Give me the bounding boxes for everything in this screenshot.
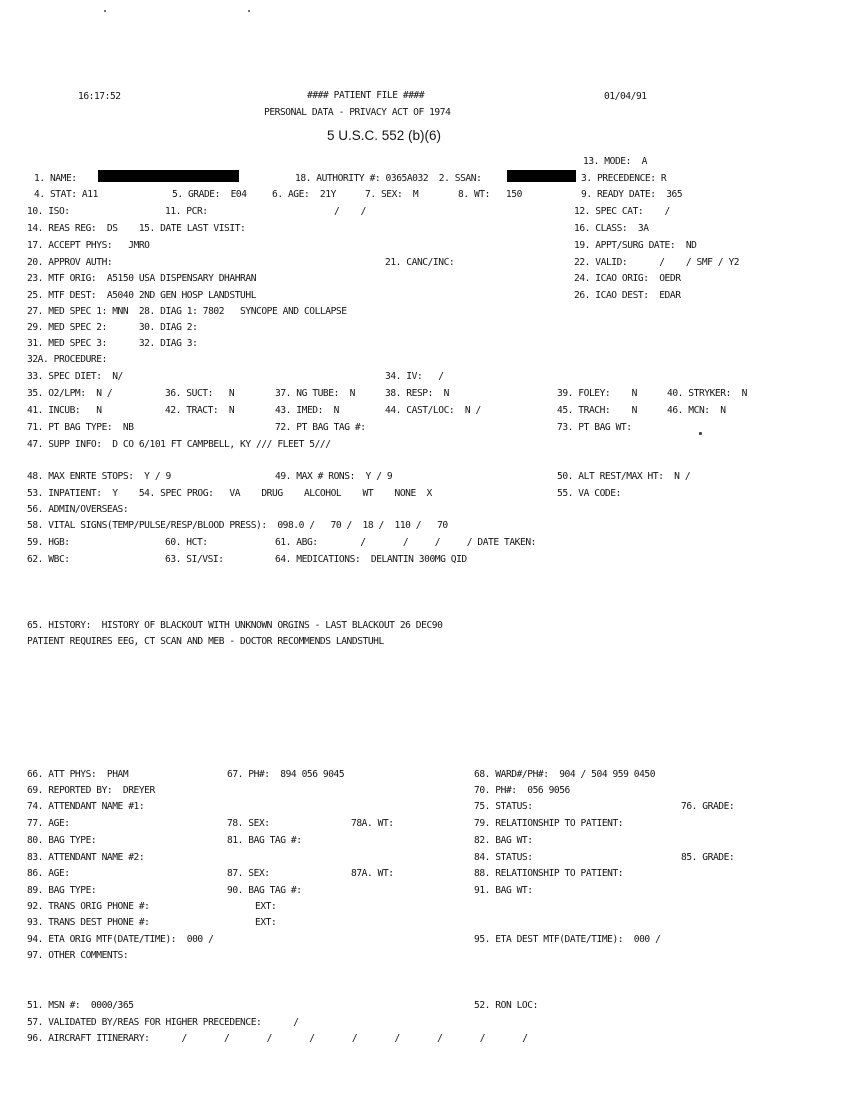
field-68-ward-ph: 68. WARD#/PH#: 904 / 504 959 0450 bbox=[474, 769, 656, 780]
field-52-ron-loc: 52. RON LOC: bbox=[474, 1000, 538, 1011]
field-65-history-continued: PATIENT REQUIRES EEG, CT SCAN AND MEB - DOCTOR RECOMMENDS LANDSTUHL bbox=[27, 636, 384, 647]
field-77-age: 77. AGE: bbox=[27, 818, 70, 829]
field-12-spec-cat: 12. SPEC CAT: / bbox=[574, 206, 670, 217]
field-63-si-vsi: 63. SI/VSI: bbox=[165, 554, 224, 565]
field-1-name: 1. NAME: bbox=[34, 173, 77, 184]
field-47-supp-info: 47. SUPP INFO: D CO 6/101 FT CAMPBELL, KY /// FLEET 5/// bbox=[27, 439, 331, 450]
field-93-ext: EXT: bbox=[255, 917, 277, 928]
field-71-pt-bag-type: 71. PT BAG TYPE: NB bbox=[27, 422, 134, 433]
field-59-hgb: 59. HGB: bbox=[27, 537, 70, 548]
field-79-relationship: 79. RELATIONSHIP TO PATIENT: bbox=[474, 818, 624, 829]
field-37-ng-tube: 37. NG TUBE: N bbox=[275, 388, 355, 399]
field-67-ph: 67. PH#: 894 056 9045 bbox=[227, 769, 345, 780]
field-34-iv: 34. IV: / bbox=[385, 371, 444, 382]
field-78a-wt: 78A. WT: bbox=[351, 818, 394, 829]
field-82-bag-wt: 82. BAG WT: bbox=[474, 835, 533, 846]
field-42-tract: 42. TRACT: N bbox=[165, 405, 235, 416]
field-55-va-code: 55. VA CODE: bbox=[557, 488, 621, 499]
document-title: #### PATIENT FILE #### bbox=[307, 90, 425, 101]
field-60-hct: 60. HCT: bbox=[165, 537, 208, 548]
field-41-incub: 41. INCUB: N bbox=[27, 405, 102, 416]
field-40-stryker: 40. STRYKER: N bbox=[667, 388, 747, 399]
field-44-cast-loc: 44. CAST/LOC: N / bbox=[385, 405, 481, 416]
field-92-ext: EXT: bbox=[255, 901, 277, 912]
field-11-pcr-value: / / bbox=[334, 206, 366, 217]
field-20-approv-auth: 20. APPROV AUTH: bbox=[27, 257, 113, 268]
field-94-eta-orig-mtf: 94. ETA ORIG MTF(DATE/TIME): 000 / bbox=[27, 934, 214, 945]
field-26-icao-dest: 26. ICAO DEST: EDAR bbox=[574, 290, 681, 301]
name-redaction bbox=[98, 170, 239, 182]
field-89-bag-type: 89. BAG TYPE: bbox=[27, 885, 97, 896]
field-48-max-enrte-stops: 48. MAX ENRTE STOPS: Y / 9 bbox=[27, 471, 171, 482]
field-66-att-phys: 66. ATT PHYS: PHAM bbox=[27, 769, 129, 780]
field-96-aircraft-itinerary: 96. AIRCRAFT ITINERARY: / / / / / / / / / bbox=[27, 1033, 528, 1044]
print-date: 01/04/91 bbox=[604, 91, 647, 102]
field-72-pt-bag-tag: 72. PT BAG TAG #: bbox=[275, 422, 366, 433]
field-84-status: 84. STATUS: bbox=[474, 852, 533, 863]
field-81-bag-tag: 81. BAG TAG #: bbox=[227, 835, 302, 846]
field-64-medications: 64. MEDICATIONS: DELANTIN 300MG QID bbox=[275, 554, 467, 565]
field-9-ready-date: 9. READY DATE: 365 bbox=[581, 189, 683, 200]
field-7-sex: 7. SEX: M bbox=[365, 189, 419, 200]
field-91-bag-wt: 91. BAG WT: bbox=[474, 885, 533, 896]
field-87-sex: 87. SEX: bbox=[227, 868, 270, 879]
field-10-iso: 10. ISO: bbox=[27, 206, 70, 217]
privacy-act-subtitle: PERSONAL DATA - PRIVACY ACT OF 1974 bbox=[264, 107, 451, 118]
field-70-ph: 70. PH#: 056 9056 bbox=[474, 785, 570, 796]
field-32a-procedure: 32A. PROCEDURE: bbox=[27, 354, 107, 365]
field-24-icao-orig: 24. ICAO ORIG: OEDR bbox=[574, 273, 681, 284]
field-92-trans-orig-phone: 92. TRANS ORIG PHONE #: bbox=[27, 901, 150, 912]
field-80-bag-type: 80. BAG TYPE: bbox=[27, 835, 97, 846]
field-73-pt-bag-wt: 73. PT BAG WT: bbox=[557, 422, 632, 433]
field-50-alt-rest: 50. ALT REST/MAX HT: N / bbox=[557, 471, 691, 482]
field-95-eta-dest-mtf: 95. ETA DEST MTF(DATE/TIME): 000 / bbox=[474, 934, 661, 945]
field-36-suct: 36. SUCT: N bbox=[165, 388, 235, 399]
field-22-valid: 22. VALID: / / SMF / Y2 bbox=[574, 257, 740, 268]
field-17-accept-phys: 17. ACCEPT PHYS: JMRO bbox=[27, 240, 150, 251]
field-49-max-rons: 49. MAX # RONS: Y / 9 bbox=[275, 471, 393, 482]
field-76-grade: 76. GRADE: bbox=[681, 801, 735, 812]
field-93-trans-dest-phone: 93. TRANS DEST PHONE #: bbox=[27, 917, 150, 928]
scan-speck bbox=[699, 432, 702, 435]
print-time: 16:17:52 bbox=[78, 91, 121, 102]
field-88-relationship: 88. RELATIONSHIP TO PATIENT: bbox=[474, 868, 624, 879]
field-90-bag-tag: 90. BAG TAG #: bbox=[227, 885, 302, 896]
field-31-med-spec-3: 31. MED SPEC 3: 32. DIAG 3: bbox=[27, 338, 198, 349]
field-35-o2-lpm: 35. O2/LPM: N / bbox=[27, 388, 113, 399]
ssan-redaction bbox=[507, 170, 576, 182]
field-86-age: 86. AGE: bbox=[27, 868, 70, 879]
field-27-med-spec-1: 27. MED SPEC 1: MNN 28. DIAG 1: 7802 SYNCOPE AND COLLAPSE bbox=[27, 306, 347, 317]
field-21-canc-inc: 21. CANC/INC: bbox=[385, 257, 455, 268]
field-87a-wt: 87A. WT: bbox=[351, 868, 394, 879]
field-39-foley: 39. FOLEY: N bbox=[557, 388, 637, 399]
field-65-history: 65. HISTORY: HISTORY OF BLACKOUT WITH UNKNOWN ORGINS - LAST BLACKOUT 26 DEC90 bbox=[27, 620, 443, 631]
field-56-admin-overseas: 56. ADMIN/OVERSEAS: bbox=[27, 504, 129, 515]
field-25-mtf-dest: 25. MTF DEST: A5040 2ND GEN HOSP LANDSTUHL bbox=[27, 290, 257, 301]
field-78-sex: 78. SEX: bbox=[227, 818, 270, 829]
field-16-class: 16. CLASS: 3A bbox=[574, 223, 649, 234]
field-5-grade: 5. GRADE: E04 bbox=[172, 189, 247, 200]
field-62-wbc: 62. WBC: bbox=[27, 554, 70, 565]
field-8-wt: 8. WT: 150 bbox=[458, 189, 522, 200]
field-3-precedence: 3. PRECEDENCE: R bbox=[581, 173, 667, 184]
foia-exemption-stamp: 5 U.S.C. 552 (b)(6) bbox=[327, 128, 442, 143]
field-19-appt-surg-date: 19. APPT/SURG DATE: ND bbox=[574, 240, 697, 251]
field-18-authority: 18. AUTHORITY #: 0365A032 2. SSAN: bbox=[295, 173, 482, 184]
field-58-vital-signs: 58. VITAL SIGNS(TEMP/PULSE/RESP/BLOOD PRESS): 098.0 / 70 / 18 / 110 / 70 bbox=[27, 520, 448, 531]
field-45-trach: 45. TRACH: N bbox=[557, 405, 637, 416]
field-69-reported-by: 69. REPORTED BY: DREYER bbox=[27, 785, 155, 796]
field-38-resp: 38. RESP: N bbox=[385, 388, 449, 399]
field-83-attendant-name-2: 83. ATTENDANT NAME #2: bbox=[27, 852, 145, 863]
field-11-pcr: 11. PCR: bbox=[165, 206, 208, 217]
scan-speck bbox=[248, 10, 250, 12]
field-61-abg: 61. ABG: / / / / DATE TAKEN: bbox=[275, 537, 536, 548]
field-6-age: 6. AGE: 21Y bbox=[272, 189, 336, 200]
field-4-stat: 4. STAT: A11 bbox=[34, 189, 98, 200]
field-43-imed: 43. IMED: N bbox=[275, 405, 339, 416]
field-75-status: 75. STATUS: bbox=[474, 801, 533, 812]
field-46-mcn: 46. MCN: N bbox=[667, 405, 726, 416]
field-51-msn: 51. MSN #: 0000/365 bbox=[27, 1000, 134, 1011]
field-13-mode: 13. MODE: A bbox=[583, 156, 647, 167]
field-74-attendant-name-1: 74. ATTENDANT NAME #1: bbox=[27, 801, 145, 812]
field-29-med-spec-2: 29. MED SPEC 2: 30. DIAG 2: bbox=[27, 322, 198, 333]
field-85-grade: 85. GRADE: bbox=[681, 852, 735, 863]
field-57-validated-by: 57. VALIDATED BY/REAS FOR HIGHER PRECEDENCE: / bbox=[27, 1017, 299, 1028]
field-33-spec-diet: 33. SPEC DIET: N/ bbox=[27, 371, 123, 382]
field-14-reas-reg: 14. REAS REG: DS 15. DATE LAST VISIT: bbox=[27, 223, 246, 234]
field-97-other-comments: 97. OTHER COMMENTS: bbox=[27, 950, 129, 961]
field-23-mtf-orig: 23. MTF ORIG: A5150 USA DISPENSARY DHAHRAN bbox=[27, 273, 257, 284]
field-53-inpatient: 53. INPATIENT: Y 54. SPEC PROG: VA DRUG ALCOHOL WT NONE X bbox=[27, 488, 432, 499]
scan-speck bbox=[104, 10, 106, 12]
